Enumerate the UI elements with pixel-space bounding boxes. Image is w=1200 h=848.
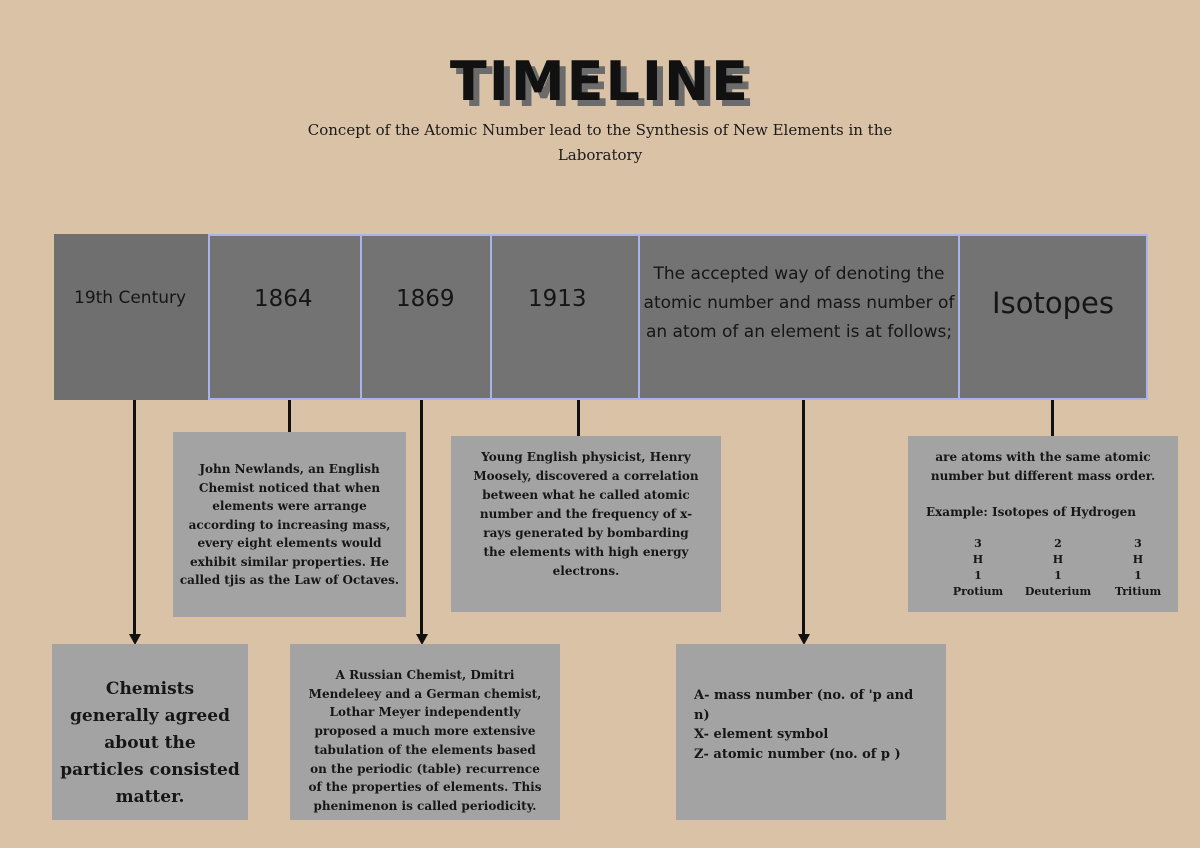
connector-1913 bbox=[577, 400, 580, 436]
isotope-name: Protium bbox=[952, 585, 1004, 598]
isotope-mass: 3 bbox=[1134, 537, 1142, 550]
newlands-text: John Newlands, an English Chemist noticed that when elements were arrange according to increasing mass, every eight elements would exhibit similar properties. He called tjis as the Law of Octaves. bbox=[179, 462, 400, 587]
page-subtitle: Concept of the Atomic Number lead to the Synthesis of New Elements in the Laboratory bbox=[307, 121, 893, 164]
isotopes-definition: are atoms with the same atomic number but different mass order. bbox=[930, 450, 1156, 483]
timeline-cell-1864 bbox=[208, 234, 362, 400]
connector-1869 bbox=[420, 400, 423, 634]
timeline-cell-1913 bbox=[490, 234, 640, 400]
notation-element-symbol: X- element symbol bbox=[694, 727, 829, 742]
isotope-symbol: H bbox=[1132, 553, 1144, 566]
year-label-1864: 1864 bbox=[254, 286, 313, 312]
connector-isotopes bbox=[1051, 400, 1054, 436]
moseley-box bbox=[451, 436, 721, 612]
page-title: TIMELINE bbox=[449, 50, 751, 113]
isotope-tritium bbox=[1098, 536, 1178, 600]
isotope-list bbox=[938, 536, 1178, 600]
isotopes-box bbox=[908, 436, 1178, 612]
isotope-mass: 3 bbox=[974, 537, 982, 550]
isotope-name: Tritium bbox=[1114, 585, 1162, 598]
isotope-name: Deuterium bbox=[1024, 585, 1092, 598]
isotope-number: 1 bbox=[974, 569, 982, 582]
year-label-1869: 1869 bbox=[396, 286, 455, 312]
isotope-symbol: H bbox=[972, 553, 984, 566]
mendeleev-box bbox=[290, 644, 560, 820]
isotopes-heading: Isotopes bbox=[992, 286, 1114, 320]
notation-mass-number: A- mass number (no. of 'p and n) bbox=[694, 688, 914, 723]
century-label: 19th Century bbox=[74, 288, 187, 308]
chemists-text: Chemists generally agreed about the particles consisted matter. bbox=[60, 679, 240, 807]
isotope-number: 1 bbox=[1054, 569, 1062, 582]
moseley-text: Young English physicist, Henry Moosely, discovered a correlation between what he called atomic number and the frequency of x-rays generated by bombarding the elements with high energy electrons. bbox=[473, 450, 699, 578]
mendeleev-text: A Russian Chemist, Dmitri Mendeleey and a German chemist, Lothar Meyer independently proposed a much more extensive tabulation of the elements based on the periodic (table) recurrence of the properties of elements. This phenimenon is called periodicity. bbox=[308, 668, 542, 813]
isotope-deuterium bbox=[1018, 536, 1098, 600]
notation-box bbox=[676, 644, 946, 820]
connector-notation bbox=[802, 400, 805, 634]
isotope-protium bbox=[938, 536, 1018, 600]
connector-1864 bbox=[288, 400, 291, 432]
timeline-cell-century bbox=[54, 234, 210, 400]
chemists-box bbox=[52, 644, 248, 820]
isotope-number: 1 bbox=[1134, 569, 1142, 582]
notation-atomic-number: Z- atomic number (no. of p ) bbox=[694, 746, 901, 762]
connector-century bbox=[133, 400, 136, 634]
timeline-cell-notation bbox=[638, 234, 960, 400]
year-label-1913: 1913 bbox=[528, 286, 587, 312]
notation-heading: The accepted way of denoting the atomic number and mass number of an atom of an element is at follows; bbox=[643, 264, 955, 342]
isotopes-example: Example: Isotopes of Hydrogen bbox=[926, 505, 1136, 519]
timeline-cell-1869 bbox=[360, 234, 492, 400]
isotope-mass: 2 bbox=[1054, 537, 1062, 550]
isotope-symbol: H bbox=[1052, 553, 1064, 566]
timeline-cell-isotopes bbox=[958, 234, 1148, 400]
newlands-box bbox=[173, 432, 406, 617]
